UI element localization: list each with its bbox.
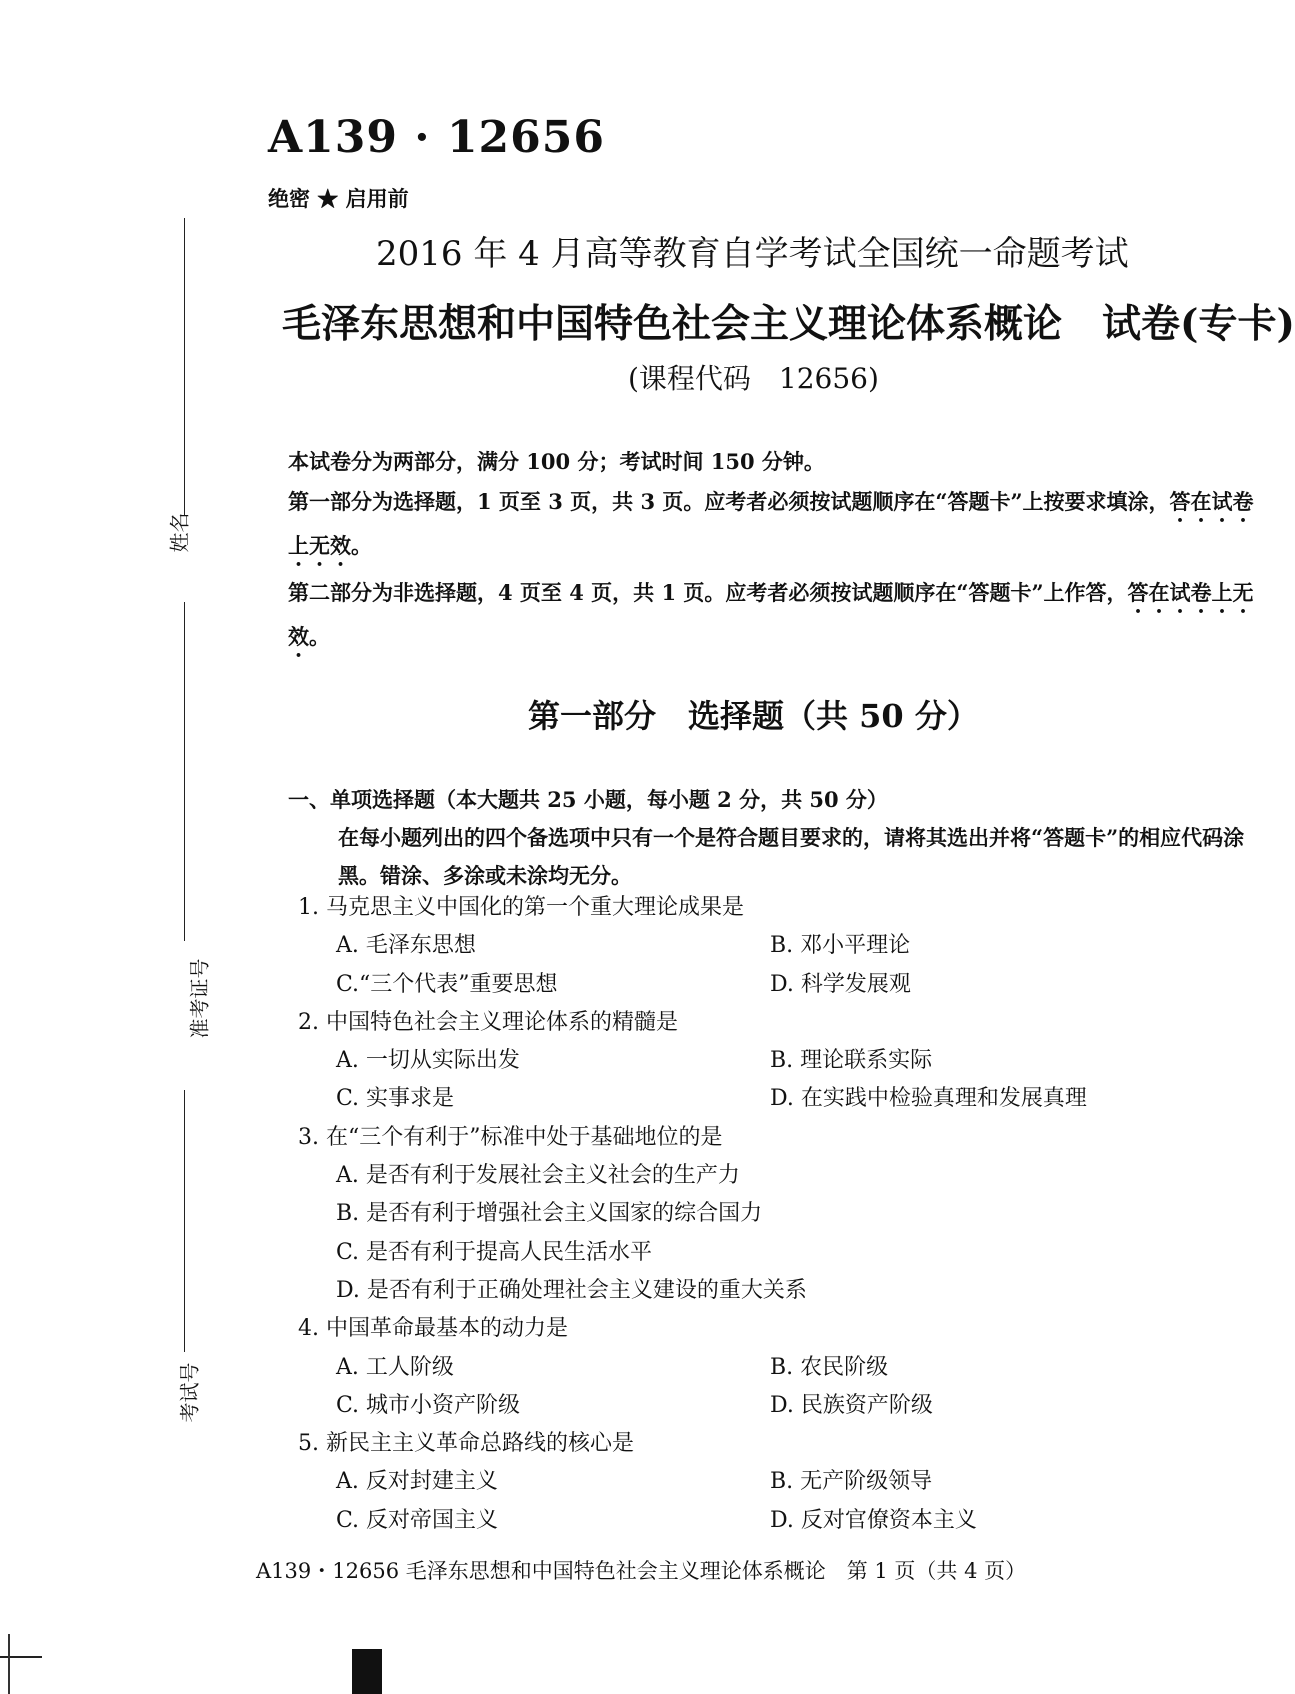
option-a: A. 一切从实际出发 — [336, 1048, 520, 1074]
name-label: 姓名 — [167, 512, 192, 553]
question-list — [298, 889, 1238, 1540]
option-d: D. 科学发展观 — [770, 971, 911, 997]
question-stem: 1. 马克思主义中国化的第一个重大理论成果是 — [298, 895, 744, 920]
option-row — [298, 1502, 1238, 1540]
option-b: B. 农民阶级 — [770, 1354, 889, 1380]
paper-code: A139 · 12656 — [268, 112, 606, 163]
course-code: (课程代码 12656) — [628, 362, 879, 395]
option-b: B. 理论联系实际 — [770, 1048, 933, 1074]
exam-title: 2016 年 4 月高等教育自学考试全国统一命题考试 — [376, 234, 1129, 274]
option-c: C. 实事求是 — [336, 1086, 455, 1112]
section-instruction: 在每小题列出的四个备选项中只有一个是符合题目要求的，请将其选出并将“答题卡”的相应代码涂黑。错涂、多涂或未涂均无分。 — [338, 825, 1245, 888]
option-c: C.“三个代表”重要思想 — [336, 971, 558, 997]
question-stem: 4. 中国革命最基本的动力是 — [298, 1316, 568, 1342]
option-d: D. 反对官僚资本主义 — [770, 1507, 977, 1533]
intro-part2-emphasis: 答在试卷上无效 — [288, 580, 1254, 649]
exam-number-label: 考试号 — [177, 1362, 202, 1423]
question-5 — [298, 1425, 1238, 1540]
option-b: B. 无产阶级领导 — [770, 1469, 933, 1495]
option-a: A. 反对封建主义 — [336, 1469, 498, 1495]
option-d: D. 是否有利于正确处理社会主义建设的重大关系 — [336, 1277, 807, 1303]
binding-line-1 — [184, 218, 185, 515]
option-a: A. 是否有利于发展社会主义社会的生产力 — [336, 1163, 740, 1189]
scan-edge-line — [0, 1656, 42, 1658]
intro-part2 — [288, 574, 1268, 662]
intro-part1-emphasis: 答在试卷上无效 — [288, 489, 1254, 558]
option-row — [298, 1463, 1238, 1501]
intro-part1-end: 。 — [351, 533, 372, 558]
question-stem: 2. 中国特色社会主义理论体系的精髓是 — [298, 1009, 678, 1035]
option-a: A. 工人阶级 — [336, 1354, 454, 1380]
course-title — [282, 293, 1295, 349]
exam-instructions — [288, 443, 1268, 662]
scan-artifact-block — [352, 1649, 382, 1694]
option-row — [298, 1387, 1238, 1425]
option-row — [298, 1349, 1238, 1387]
option-row — [298, 1042, 1238, 1080]
admission-number-label: 准考证号 — [187, 958, 212, 1039]
intro-part1 — [288, 483, 1268, 571]
confidential-mark: 绝密 ★ 启用前 — [268, 186, 409, 211]
question-3 — [298, 1119, 1238, 1310]
question-1 — [298, 889, 1238, 1004]
option-row — [298, 966, 1238, 1004]
option-b: B. 邓小平理论 — [770, 933, 911, 959]
binding-line-2 — [184, 602, 185, 941]
binding-line-3 — [184, 1090, 185, 1352]
option-row — [298, 1080, 1238, 1118]
option-d: D. 在实践中检验真理和发展真理 — [770, 1086, 1087, 1112]
option-d: D. 民族资产阶级 — [770, 1392, 933, 1418]
section-heading: 一、单项选择题（本大题共 25 小题，每小题 2 分，共 50 分） — [288, 787, 888, 812]
question-2 — [298, 1004, 1238, 1119]
option-row — [298, 927, 1238, 965]
option-c: C. 反对帝国主义 — [336, 1507, 499, 1533]
intro-part2-end: 。 — [309, 624, 330, 649]
course-name: 毛泽东思想和中国特色社会主义理论体系概论 — [282, 301, 1063, 347]
question-stem: 5. 新民主主义革命总路线的核心是 — [298, 1431, 634, 1457]
option-b: B. 是否有利于增强社会主义国家的综合国力 — [336, 1201, 763, 1227]
option-c: C. 城市小资产阶级 — [336, 1392, 521, 1418]
question-4 — [298, 1310, 1238, 1425]
intro-part1-text: 第一部分为选择题，1 页至 3 页，共 3 页。应考者必须按试题顺序在“答题卡”上按要求填涂， — [288, 489, 1170, 514]
intro-part2-text: 第二部分为非选择题，4 页至 4 页，共 1 页。应考者必须按试题顺序在“答题卡”上作答， — [288, 580, 1128, 605]
page-footer: A139・12656 毛泽东思想和中国特色社会主义理论体系概论 第 1 页（共 4 页） — [256, 1559, 1027, 1583]
option-a: A. 毛泽东思想 — [336, 933, 476, 959]
section-header — [288, 781, 1248, 895]
paper-type: 试卷(专卡) — [1102, 301, 1295, 347]
scan-edge-mark — [8, 1634, 10, 1694]
part-one-title: 第一部分 选择题（共 50 分） — [528, 697, 979, 735]
option-c: C. 是否有利于提高人民生活水平 — [336, 1239, 653, 1265]
question-stem: 3. 在“三个有利于”标准中处于基础地位的是 — [298, 1124, 723, 1150]
intro-line-1: 本试卷分为两部分，满分 100 分；考试时间 150 分钟。 — [288, 449, 825, 474]
